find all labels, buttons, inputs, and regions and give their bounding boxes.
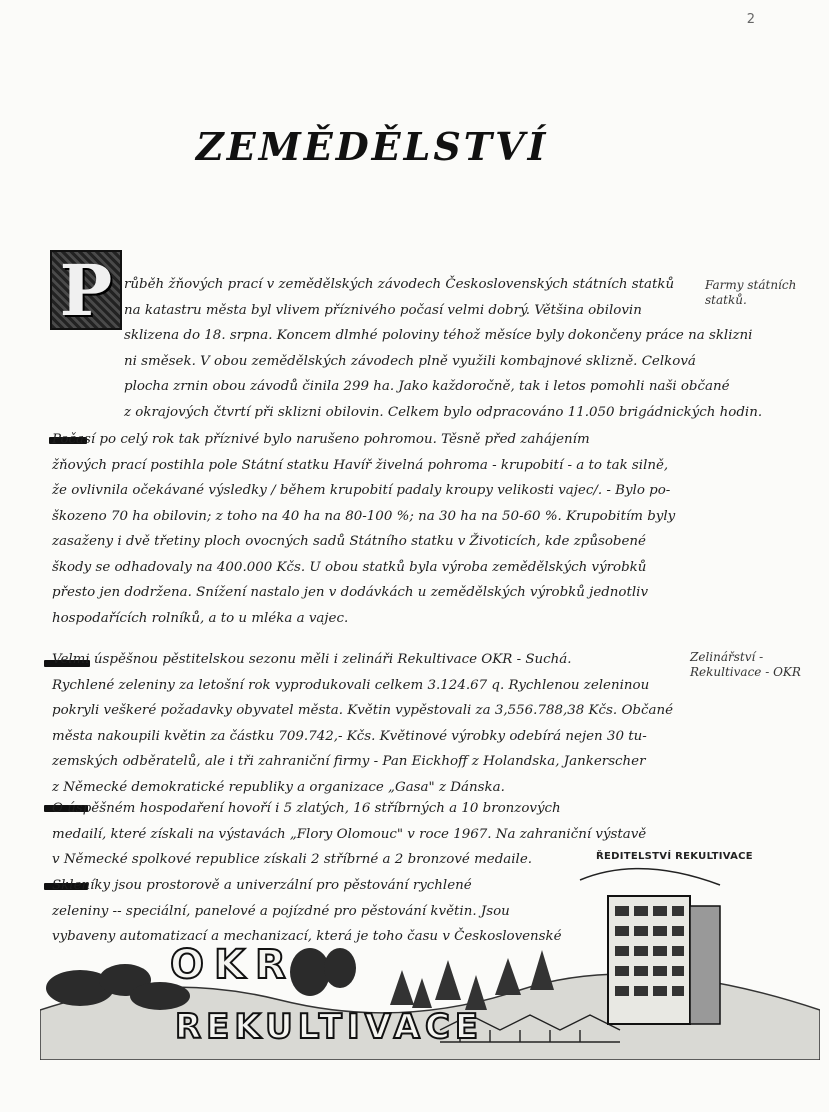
text-line: Velmi úspěšnou pěstitelskou sezonu měli i zelináři Rekultivace OKR - Suchá. bbox=[52, 652, 572, 667]
paragraph-weather bbox=[52, 427, 675, 631]
margin-note-line: Farmy státních bbox=[705, 278, 797, 292]
text-line: hospodařících rolníků, a to u mléka a vajec. bbox=[52, 610, 349, 626]
logo-okr: OKR bbox=[170, 942, 296, 988]
text-line: O úspěšném hospodaření hovoří i 5 zlatých, 16 stříbrných a 10 bronzových bbox=[52, 801, 561, 816]
text-line: růběh žňových prací v zemědělských závodech Československých státních statků bbox=[124, 277, 675, 292]
building-sign: ŘEDITELSTVÍ REKULTIVACE bbox=[596, 851, 753, 862]
text-line: z okrajových čtvrtí při sklizni obilovin. Celkem bylo odpracováno 11.050 brigádnických hodin. bbox=[124, 404, 763, 420]
text-line: Počasí po celý rok tak příznivé bylo narušeno pohromou. Těsně před zahájením bbox=[52, 432, 590, 447]
okr-rekultivace-illustration bbox=[40, 860, 820, 1060]
text-line: vybaveny automatizací a mechanizací, která je toho času v Československé bbox=[52, 929, 562, 944]
text-line: přesto jen dodržena. Snížení nastalo jen v dodávkách u zemědělských výrobků jednotliv bbox=[52, 585, 649, 600]
text-line: medailí, které získali na výstavách „Flory Olomouc" v roce 1967. Na zahraniční výstavě bbox=[52, 826, 647, 842]
paragraph-vegetables bbox=[52, 647, 673, 800]
margin-note-line: Zelinářství - bbox=[690, 650, 764, 664]
text-line: škozeno 70 ha obilovin; z toho na 40 ha na 80-100 %; na 30 ha na 50-60 %. Krupobitím byly bbox=[52, 508, 676, 524]
text-line: sklizena do 18. srpna. Koncem dlmhé poloviny téhož měsíce byly dokončeny práce na sklizni bbox=[124, 328, 753, 343]
drop-cap-ornament bbox=[50, 250, 122, 330]
margin-note-line: Rekultivace - OKR bbox=[690, 665, 801, 679]
text-line: zemských odběratelů, ale i tři zahraniční firmy - Pan Eickhoff z Holandska, Jankerscher bbox=[52, 754, 646, 769]
margin-note-gardening bbox=[690, 650, 801, 680]
text-line: škody se odhadovaly na 400.000 Kčs. U obou statků byla výroba zemědělských výrobků bbox=[52, 559, 647, 575]
text-line: Skleníky jsou prostorově a univerzální pro pěstování rychlené bbox=[52, 878, 472, 893]
page-title bbox=[196, 124, 548, 169]
margin-note-line: statků. bbox=[705, 293, 747, 307]
page-number: 2 bbox=[746, 12, 755, 27]
text-line: v Německé spolkové republice získali 2 stříbrné a 2 bronzové medaile. bbox=[52, 852, 533, 867]
drop-cap-letter: P bbox=[59, 248, 113, 332]
text-line: města nakoupili květin za částku 709.742,- Kčs. Květinové výrobky odebírá nejen 30 tu- bbox=[52, 728, 647, 744]
text-line: na katastru města byl vlivem příznivého počasí velmi dobrý. Většina obilovin bbox=[124, 302, 642, 318]
text-line: že ovlivnila očekávané výsledky / během krupobití padaly kroupy velikosti vajec/. - Bylo po- bbox=[52, 483, 671, 498]
text-line: zeleniny -- speciální, panelové a pojízdné pro pěstování květin. Jsou bbox=[52, 903, 510, 919]
text-line: z Německé demokratické republiky a organizace „Gasa" z Dánska. bbox=[52, 779, 505, 795]
text-line: Rychlené zeleniny za letošní rok vyprodukovali celkem 3.124.67 q. Rychlenou zeleninou bbox=[52, 677, 650, 693]
text-line: zasaženy i dvě třetiny ploch ovocných sadů Státního statku v Životicích, kde způsobené bbox=[52, 534, 646, 549]
text-line: ni směsek. V obou zemědělských závodech plně využili kombajnové sklizně. Celková bbox=[124, 353, 696, 369]
margin-note-farms bbox=[705, 278, 796, 308]
logo-rekultivace: REKULTIVACE bbox=[175, 1007, 484, 1047]
text-line: žňových prací postihla pole Státní statku Havíř živelná pohroma - krupobití - a to tak silně, bbox=[52, 457, 669, 473]
page-title-text: ZEMĚDĚLSTVÍ bbox=[196, 124, 549, 169]
text-line: plocha zrnin obou závodů činila 299 ha. Jako každoročně, tak i letos pomohli naši občané bbox=[124, 379, 730, 394]
paragraph-harvest bbox=[124, 272, 762, 425]
text-line: pokryli veškeré požadavky obyvatel města. Květin vypěstovali za 3,556.788,38 Kčs. Občané bbox=[52, 703, 674, 718]
